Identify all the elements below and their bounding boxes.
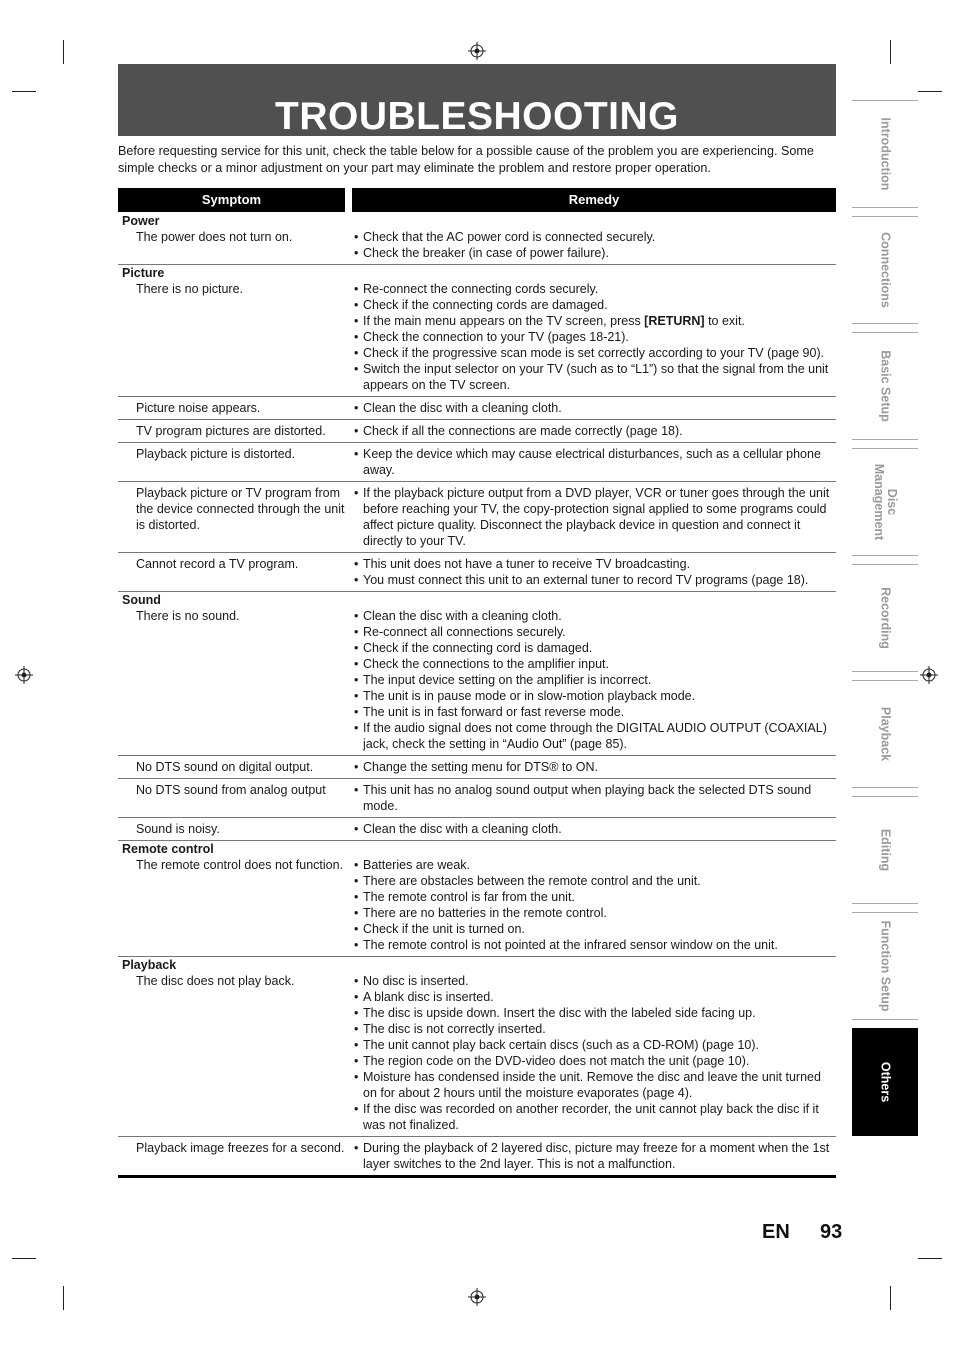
registration-mark-icon <box>468 42 486 60</box>
remedy-item: • The unit is in pause mode or in slow-motion playback mode. <box>354 688 836 704</box>
category-label: Sound <box>122 593 161 607</box>
remedy-item: • The disc is upside down. Insert the disc with the labeled side facing up. <box>354 1005 836 1021</box>
crop-mark <box>12 91 36 92</box>
remedy-item: • The disc is not correctly inserted. <box>354 1021 836 1037</box>
symptom-text: Playback picture is distorted. <box>136 447 296 461</box>
crop-mark <box>63 40 64 64</box>
remedy-item: • During the playback of 2 layered disc, picture may freeze for a moment when the 1st layer switches to the 2nd layer. This is not a malfunction. <box>354 1140 836 1172</box>
symptom-text: No DTS sound on digital output. <box>136 760 314 774</box>
remedy-list <box>351 841 836 953</box>
symptom-text: The remote control does not function. <box>136 858 344 872</box>
symptom-text: Picture noise appears. <box>136 401 261 415</box>
tab-function-setup[interactable] <box>852 912 918 1020</box>
remedy-item: • Check if the connecting cord is damaged. <box>354 640 836 656</box>
remedy-item: • Re-connect the connecting cords securely. <box>354 281 836 297</box>
tab-recording[interactable] <box>852 564 918 672</box>
symptom-text: There is no sound. <box>136 609 240 623</box>
table-row <box>118 756 836 779</box>
remedy-item: • The region code on the DVD-video does not match the unit (page 10). <box>354 1053 836 1069</box>
remedy-item: • Re-connect all connections securely. <box>354 624 836 640</box>
symptom-text: There is no picture. <box>136 282 243 296</box>
crop-mark <box>918 91 942 92</box>
table-row <box>118 265 836 397</box>
crop-mark <box>890 1286 891 1310</box>
remedy-item: • Clean the disc with a cleaning cloth. <box>354 400 836 416</box>
symptom-text: Playback image freezes for a second. <box>136 1141 345 1155</box>
remedy-list <box>351 592 836 752</box>
table-row <box>118 553 836 592</box>
remedy-list <box>351 957 836 1133</box>
tab-label: Recording <box>878 587 893 649</box>
remedy-item: • Switch the input selector on your TV (such as to “L1”) so that the signal from the unit appears on the TV screen. <box>354 361 836 393</box>
tab-label: Playback <box>878 706 893 762</box>
remedy-item: • Change the setting menu for DTS® to ON. <box>354 759 836 775</box>
title-banner <box>118 64 836 136</box>
category-label: Playback <box>122 958 177 972</box>
remedy-item: • The remote control is far from the unit. <box>354 889 836 905</box>
remedy-item: • Batteries are weak. <box>354 857 836 873</box>
remedy-list <box>351 821 836 837</box>
table-row <box>118 957 836 1137</box>
table-header <box>118 188 836 212</box>
remedy-header: Remedy <box>352 188 836 212</box>
table-row <box>118 841 836 957</box>
remedy-item: • Moisture has condensed inside the unit. Remove the disc and leave the unit turned on for about 2 hours until the moisture evaporates (page 4). <box>354 1069 836 1101</box>
tab-label: Basic Setup <box>878 350 893 422</box>
symptom-text: The disc does not play back. <box>136 974 295 988</box>
remedy-list <box>351 556 836 588</box>
remedy-item: • Clean the disc with a cleaning cloth. <box>354 821 836 837</box>
remedy-list <box>351 1140 836 1172</box>
remedy-item: • The input device setting on the amplifier is incorrect. <box>354 672 836 688</box>
intro-paragraph: Before requesting service for this unit, check the table below for a possible cause of the problem you are experiencing. Some simple checks or a minor adjustment on your part may eliminate the problem and restore proper operation. <box>118 144 814 175</box>
remedy-item: • If the main menu appears on the TV screen, press [RETURN] to exit. <box>354 313 836 329</box>
remedy-item: • If the audio signal does not come through the DIGITAL AUDIO OUTPUT (COAXIAL) jack, check the setting in “Audio Out” (page 85). <box>354 720 836 752</box>
remedy-list <box>351 423 836 439</box>
remedy-item: • If the disc was recorded on another recorder, the unit cannot play back the disc if it was not finalized. <box>354 1101 836 1133</box>
symptom-text: TV program pictures are distorted. <box>136 424 326 438</box>
tab-editing[interactable] <box>852 796 918 904</box>
remedy-item: • Check if the unit is turned on. <box>354 921 836 937</box>
remedy-list <box>351 782 836 814</box>
remedy-item: • The unit is in fast forward or fast reverse mode. <box>354 704 836 720</box>
remedy-list <box>351 400 836 416</box>
category-label: Power <box>122 214 160 228</box>
symptom-text: Cannot record a TV program. <box>136 557 299 571</box>
remedy-item: • Check if the connecting cords are damaged. <box>354 297 836 313</box>
tab-others[interactable] <box>852 1028 918 1136</box>
remedy-item: • Check the connections to the amplifier input. <box>354 656 836 672</box>
category-label: Picture <box>122 266 165 280</box>
remedy-item: • You must connect this unit to an external tuner to record TV programs (page 18). <box>354 572 836 588</box>
symptom-text: Sound is noisy. <box>136 822 220 836</box>
table-row <box>118 1137 836 1178</box>
table-row <box>118 443 836 482</box>
remedy-item: • The unit cannot play back certain discs (such as a CD-ROM) (page 10). <box>354 1037 836 1053</box>
symptom-text: The power does not turn on. <box>136 230 293 244</box>
remedy-item: • A blank disc is inserted. <box>354 989 836 1005</box>
tab-label: Disc Management <box>872 463 899 541</box>
remedy-item: • If the playback picture output from a DVD player, VCR or tuner goes through the unit before reaching your TV, the copy-protection signal applied to some programs could affect picture quality. Disconnect the playback device in question and connect it directly to your TV. <box>354 485 836 549</box>
symptom-header: Symptom <box>118 188 345 212</box>
remedy-item: • No disc is inserted. <box>354 973 836 989</box>
remedy-item: • The remote control is not pointed at the infrared sensor window on the unit. <box>354 937 836 953</box>
remedy-item: • Check if the progressive scan mode is set correctly according to your TV (page 90). <box>354 345 836 361</box>
remedy-item: • This unit does not have a tuner to receive TV broadcasting. <box>354 556 836 572</box>
registration-mark-icon <box>920 666 938 684</box>
table-row <box>118 482 836 553</box>
remedy-list <box>351 759 836 775</box>
remedy-item: • Clean the disc with a cleaning cloth. <box>354 608 836 624</box>
tab-introduction[interactable] <box>852 100 918 208</box>
table-row <box>118 592 836 756</box>
crop-mark <box>12 1258 36 1259</box>
remedy-item: • Keep the device which may cause electrical disturbances, such as a cellular phone away. <box>354 446 836 478</box>
tab-playback[interactable] <box>852 680 918 788</box>
remedy-list <box>351 446 836 478</box>
tab-basic-setup[interactable] <box>852 332 918 440</box>
crop-mark <box>918 1258 942 1259</box>
remedy-item: • Check if all the connections are made correctly (page 18). <box>354 423 836 439</box>
category-label: Remote control <box>122 842 214 856</box>
registration-mark-icon <box>15 666 33 684</box>
tab-label: Introduction <box>878 117 893 191</box>
tab-disc-management[interactable] <box>852 448 918 556</box>
tab-label: Connections <box>878 232 893 308</box>
page-title: TROUBLESHOOTING <box>275 95 679 138</box>
table-row <box>118 420 836 443</box>
tab-label: Editing <box>878 828 893 872</box>
registration-mark-icon <box>468 1288 486 1306</box>
crop-mark <box>63 1286 64 1310</box>
remedy-list <box>351 213 836 261</box>
remedy-list <box>351 485 836 549</box>
remedy-item: • There are obstacles between the remote control and the unit. <box>354 873 836 889</box>
crop-mark <box>890 40 891 64</box>
remedy-item: • Check the connection to your TV (pages 18-21). <box>354 329 836 345</box>
remedy-item: • There are no batteries in the remote control. <box>354 905 836 921</box>
remedy-item: • Check that the AC power cord is connected securely. <box>354 229 836 245</box>
table-row <box>118 397 836 420</box>
troubleshooting-table <box>118 213 836 1178</box>
remedy-list <box>351 265 836 393</box>
tab-label: Others <box>878 1061 893 1103</box>
table-row <box>118 213 836 265</box>
tab-connections[interactable] <box>852 216 918 324</box>
remedy-item: • This unit has no analog sound output when playing back the selected DTS sound mode. <box>354 782 836 814</box>
table-row <box>118 818 836 841</box>
language-label: EN <box>762 1221 790 1243</box>
page-number: 93 <box>820 1221 843 1243</box>
symptom-text: No DTS sound from analog output <box>136 783 326 797</box>
tab-label: Function Setup <box>878 920 893 1012</box>
remedy-item: • Check the breaker (in case of power failure). <box>354 245 836 261</box>
table-row <box>118 779 836 818</box>
symptom-text: Playback picture or TV program from the device connected through the unit is distorted. <box>136 486 345 532</box>
